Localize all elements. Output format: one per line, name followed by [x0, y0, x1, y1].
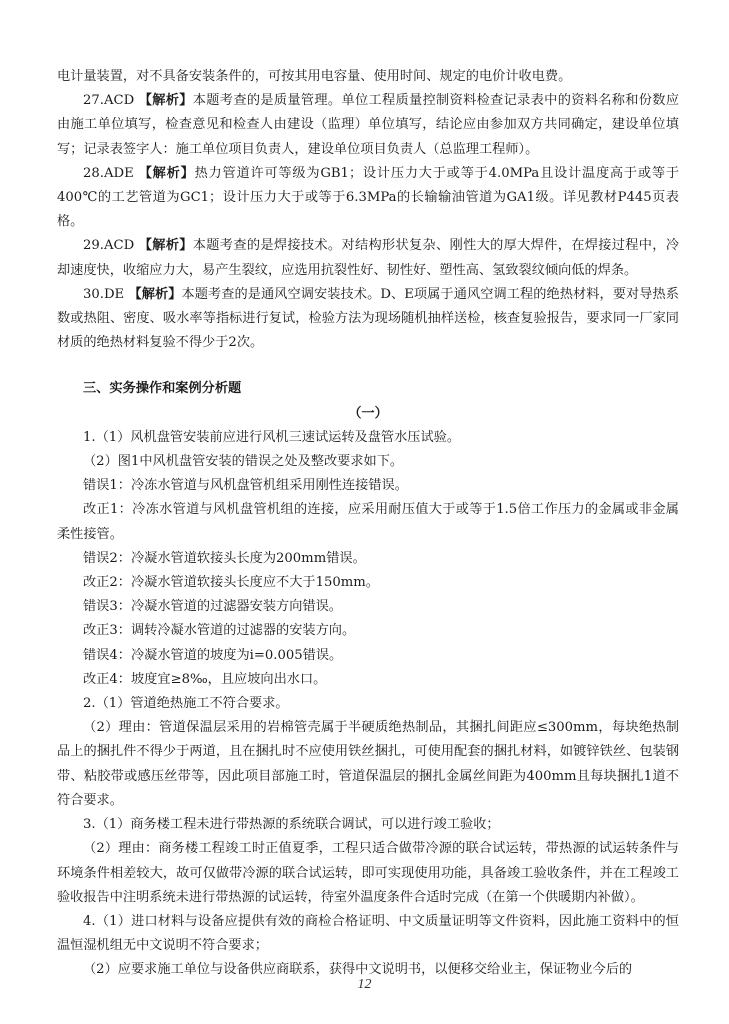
case-paragraph: 2.（1）管道绝热施工不符合要求。: [83, 696, 289, 712]
analysis-tag: 【解析】: [138, 165, 195, 181]
case-paragraph: 1.（1）风机盘管安装前应进行风机三速试运转及盘管水压试验。: [83, 429, 461, 445]
case-paragraph: 改正4：坡度宜≥8‰，且应坡向出水口。: [83, 671, 327, 687]
case-paragraph: （2）应要求施工单位与设备供应商联系，获得中文说明书，以便移交给业主，保证物业今后的: [83, 962, 633, 978]
answer-28-number: 28.ADE: [83, 165, 139, 181]
page-number: 12: [357, 977, 372, 992]
answer-29: [57, 234, 679, 282]
answer-29-number: 29.ACD: [83, 238, 139, 254]
answer-30-text: 本题考查的是通风空调安装技术。D、E项属于通风空调工程的绝热材料，要对导热系数或热阻、密度、吸水率等指标进行复试，检验方法为现场随机抽样送检，核查复验报告，要求同一厂家同材质的绝热材料复验不得少于2次。: [57, 286, 679, 351]
section-title: 三、实务操作和案例分析题: [83, 381, 242, 397]
answer-27-number: 27.ACD: [83, 93, 139, 109]
case-paragraph: 错误1：冷冻水管道与风机盘管机组采用刚性连接错误。: [83, 478, 408, 494]
answer-27: [57, 89, 679, 162]
answer-29-text: 本题考查的是焊接技术。对结构形状复杂、刚性大的厚大焊件，在焊接过程中，冷却速度快，收缩应力大，易产生裂纹，应选用抗裂性好、韧性好、塑性高、氢致裂纹倾向低的焊条。: [57, 238, 680, 278]
answer-27-text: 本题考查的是质量管理。单位工程质量控制资料检查记录表中的资料名称和份数应由施工单位填写，检查意见和检查人由建设（监理）单位填写，结论应由参加双方共同确定，建设单位填写；记录表签字人：施工单位项目负责人，建设单位项目负责人（总监理工程师）。: [57, 93, 680, 157]
answer-28: [57, 162, 679, 235]
answer-28-text: 热力管道许可等级为GB1；设计压力大于或等于4.0MPa且设计温度高于或等于400℃的工艺管道为GC1；设计压力大于或等于6.3MPa的长输输油管道为GA1级。详见教材P445页表格。: [57, 165, 680, 230]
case-paragraph: 4.（1）进口材料与设备应提供有效的商检合格证明、中文质量证明等文件资料，因此施工资料中的恒温恒湿机组无中文说明不符合要求；: [57, 913, 679, 954]
case-paragraph: （2）图1中风机盘管安装的错误之处及整改要求如下。: [83, 454, 404, 470]
case-paragraph: 错误3：冷凝水管道的过滤器安装方向错误。: [83, 599, 342, 615]
analysis-tag: 【解析】: [128, 286, 182, 302]
case-paragraph: 改正3：调转冷凝水管道的过滤器的安装方向。: [83, 623, 356, 639]
case-paragraph: 3.（1）商务楼工程未进行带热源的系统联合调试，可以进行竣工验收；: [83, 817, 500, 833]
case-paragraph: （2）理由：商务楼工程竣工时正值夏季，工程只适合做带冷源的联合试运转，带热源的试运转条件与环境条件相差较大，故可仅做带冷源的联合试运转，即可实现使用功能，具备竣工验收条件，并在工程竣工验收报告中注明系统未进行带热源的试运转，待室外温度条件合适时完成（在第一个供暖期内补做）。: [57, 841, 679, 905]
case-paragraph: 错误4：冷凝水管道的坡度为i=0.005错误。: [83, 647, 343, 663]
answer-30-number: 30.DE: [83, 286, 129, 302]
analysis-tag: 【解析】: [138, 238, 193, 254]
analysis-tag: 【解析】: [138, 93, 193, 109]
document-body: [57, 65, 679, 983]
sub-title: （一）: [348, 405, 388, 421]
answer-30: [57, 283, 679, 356]
case-paragraph: 改正1：冷冻水管道与风机盘管机组的连接，应采用耐压值大于或等于1.5倍工作压力的金属或非金属柔性接管。: [57, 502, 679, 542]
case-paragraph: （2）理由：管道保温层采用的岩棉管壳属于半硬质绝热制品，其捆扎间距应≤300mm，每块绝热制品上的捆扎件不得少于两道，且在捆扎时不应使用铁丝捆扎，可使用配套的捆扎材料，如镀锌铁丝、包装钢带、粘胶带或感压丝带等，因此项目部施工时，管道保温层的捆扎金属丝间距为400mm且每块捆扎1道不符合要求。: [57, 720, 679, 808]
paragraph-0: 电计量装置，对不具备安装条件的，可按其用电容量、使用时间、规定的电价计收电费。: [57, 69, 572, 84]
case-paragraph: 错误2：冷凝水管道软接头长度为200mm错误。: [83, 550, 366, 566]
case-paragraph: 改正2：冷凝水管道软接头长度应不大于150mm。: [83, 575, 379, 591]
